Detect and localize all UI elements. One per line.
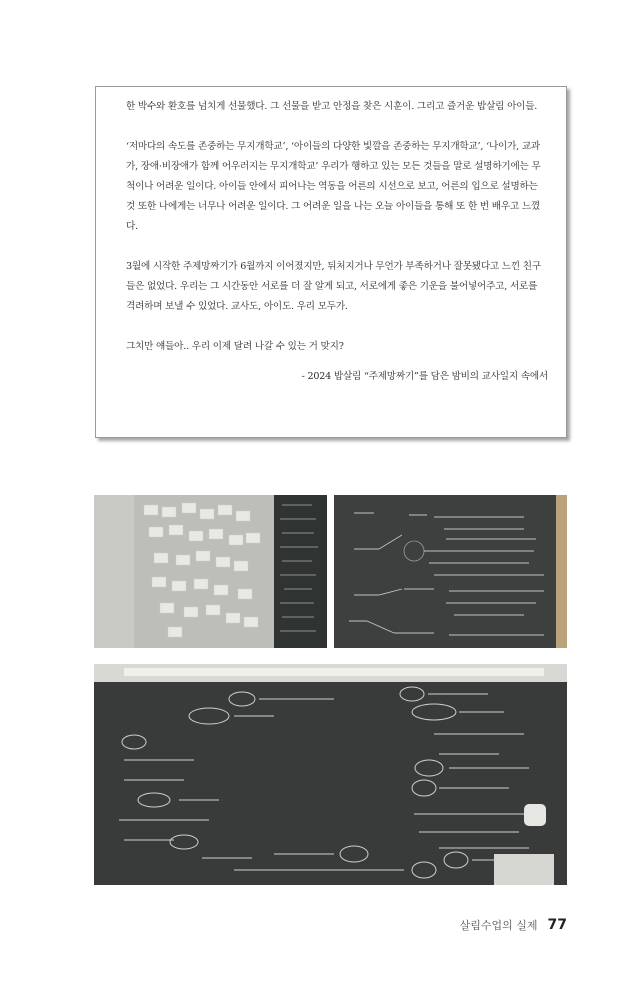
diary-paragraph-3: 3월에 시작한 주제망짜기가 6월까지 이어졌지만, 뒤처지거나 무언가 부족하거나 잘못됐다고 느낀 친구들은 없었다. 우리는 그 시간동안 서로를 더 잘 알게 되고, 서로에게 좋은 기운을 불어넣어주고, 서로를 격려하며 보낼 수 있었다. 교사도, 아이도. 우리 모두가. [126, 261, 541, 312]
diary-signature: - 2024 밥살림 “주제망짜기”를 담은 밤비의 교사일지 속에서 [301, 371, 548, 382]
diary-paragraph-1: 한 박수와 환호를 넘치게 선물했다. 그 선물을 받고 안정을 찾은 시훈이. 그리고 즐거운 밥살림 아이들. [126, 101, 538, 112]
teacher-diary-box [95, 86, 567, 438]
diary-paragraph-4: 그치만 얘들아.. 우리 이제 달려 나갈 수 있는 거 맞지? [126, 341, 344, 352]
diary-paragraph-2: ‘저마다의 속도를 존중하는 무지개학교’, ‘아이들의 다양한 빛깔을 존중하는 무지개학교’, ‘나이가, 교과가, 장애·비장애가 함께 어우러지는 무지개학교’ 우리가 행하고 있는 모든 것들을 말로 설명하기에는 무척이나 어려운 일이다. 아이들 안에서 피어나는 역동을 어른의 시선으로 보고, 어른의 입으로 설명하는 것 또한 나에게는 너무나 어려운 일이다. 그 어려운 일을 나는 오늘 아이들을 통해 또 한 번 배우고 느꼈다. [126, 141, 541, 232]
photo-sticky-notes-wall [94, 495, 327, 648]
section-title: 살림수업의 실제 [459, 919, 538, 932]
photo-chalkboard-mindmap [334, 495, 567, 648]
page-number: 77 [547, 917, 567, 933]
page-footer [460, 917, 567, 933]
photo-chalkboard-words [94, 664, 567, 885]
